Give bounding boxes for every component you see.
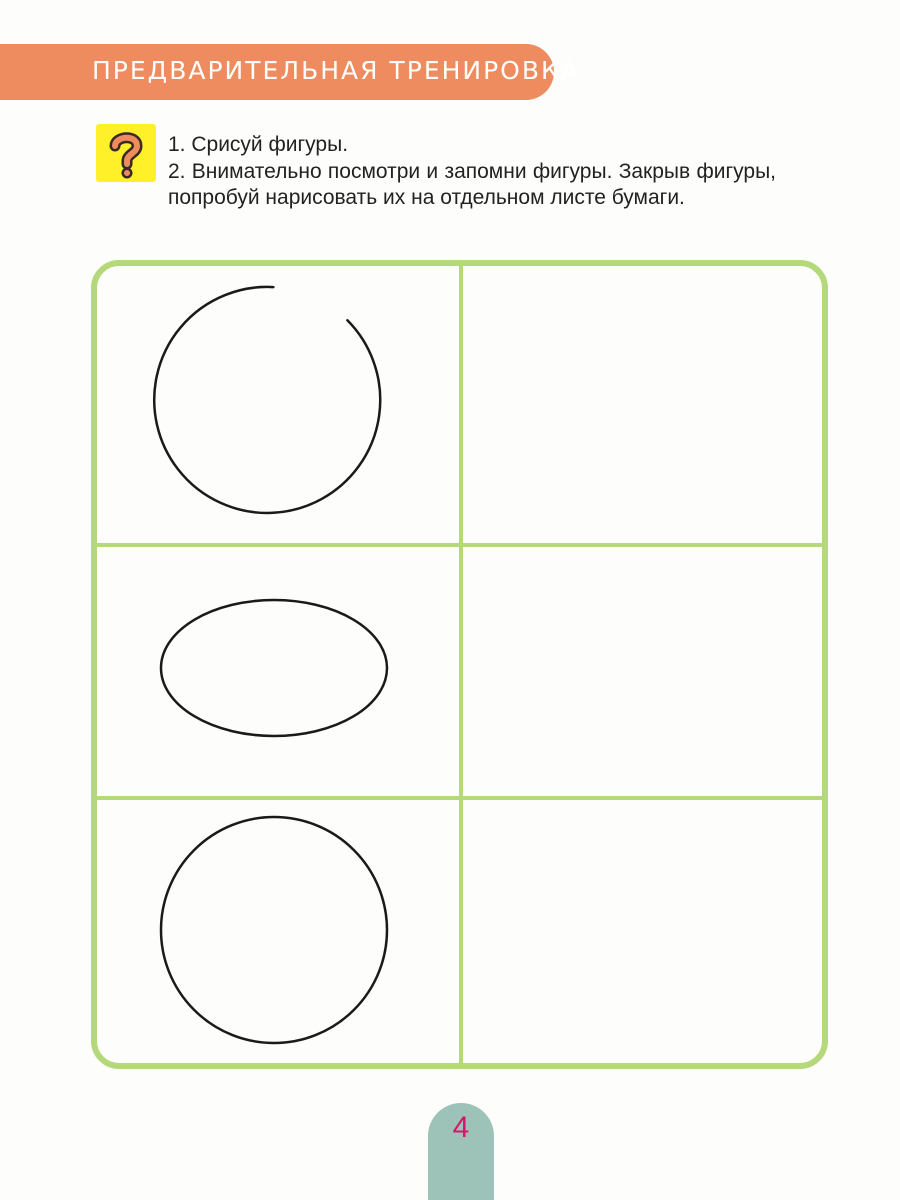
question-mark-icon — [96, 124, 156, 182]
instructions — [168, 132, 776, 212]
sample-shapes — [97, 266, 822, 1063]
drawing-grid — [91, 260, 828, 1069]
page-number: 4 — [452, 1111, 470, 1144]
instruction-step-2: 2. Внимательно посмотри и запомни фигуры. Закрыв фигуры, попробуй нарисовать их на отдельном листе бумаги. — [168, 159, 776, 209]
circle-shape — [161, 817, 387, 1043]
ellipse-shape — [161, 600, 387, 736]
instruction-step-1: 1. Срисуй фигуры. — [168, 133, 349, 156]
help-badge — [96, 124, 156, 182]
open-circle-shape — [154, 287, 380, 513]
section-header-banner — [0, 44, 580, 100]
section-title: ПРЕДВАРИТЕЛЬНАЯ ТРЕНИРОВКА — [92, 56, 580, 85]
page-number-tab — [428, 1103, 494, 1200]
